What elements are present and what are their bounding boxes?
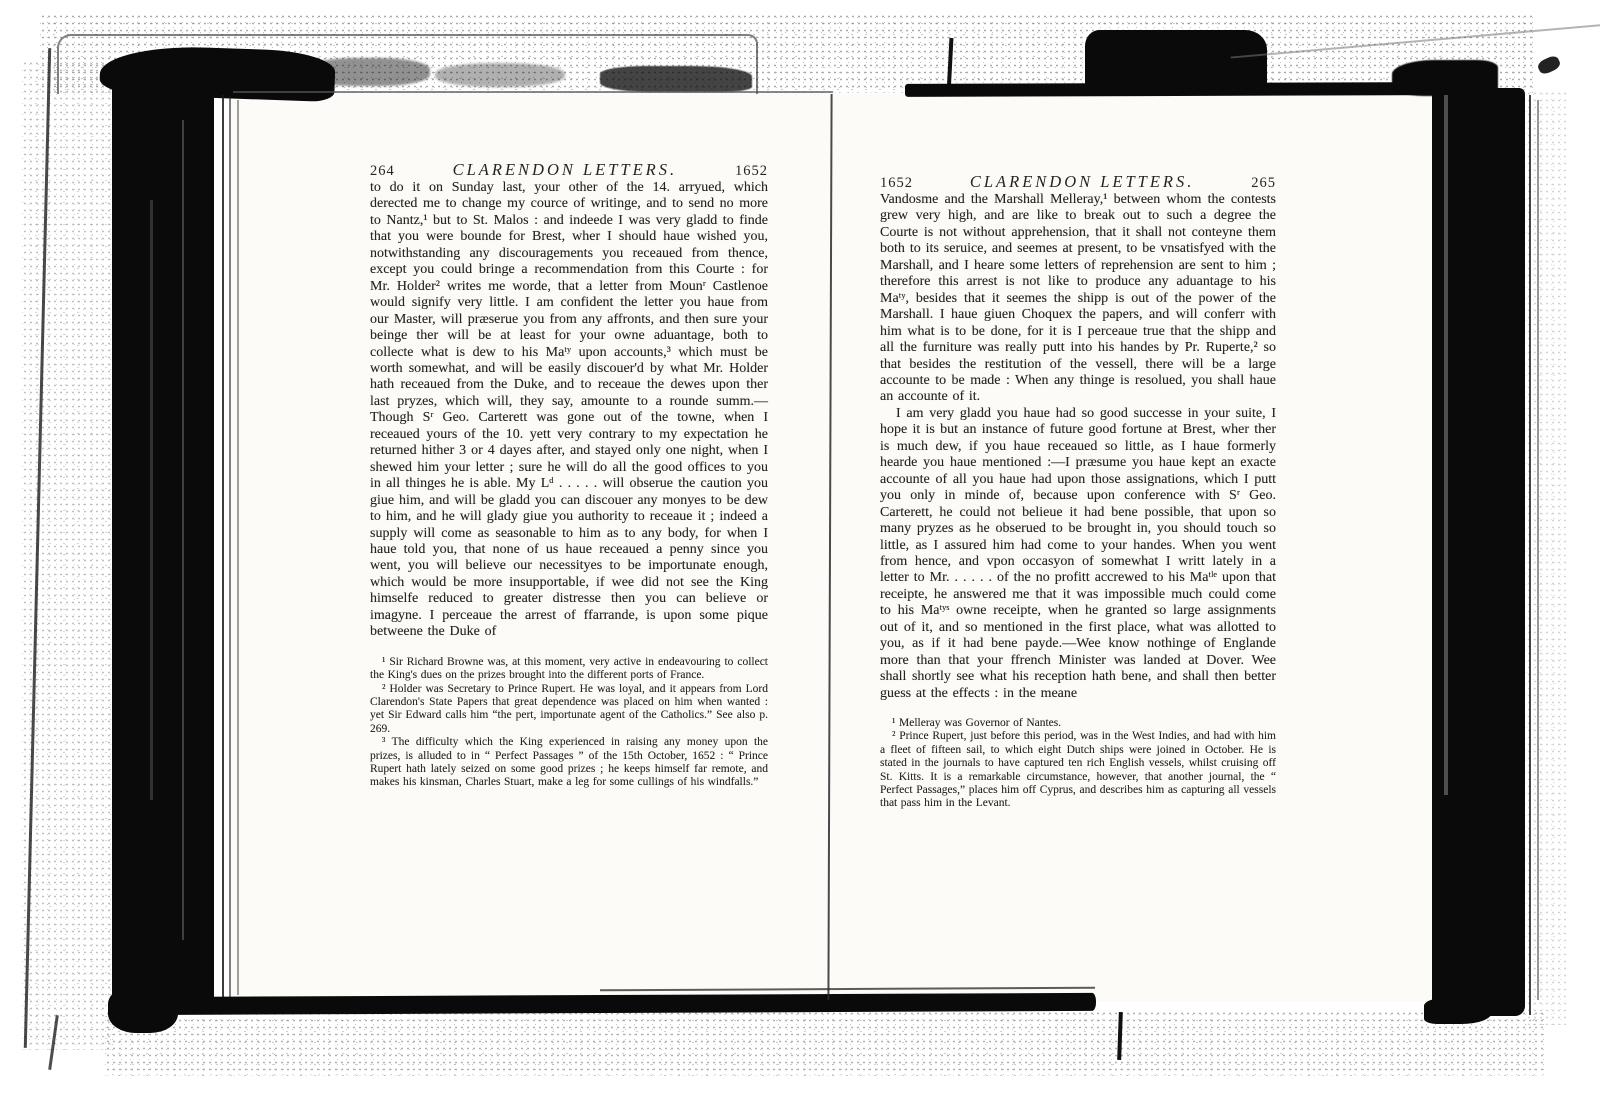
right-body-paragraph-2: I am very gladd you haue had so good successe in your suite, I hope it is but an instance of future good fortune at Brest, wher ther is much dew, if you haue receaued so little, as I haue formerly hearde you haue mentioned :—I præsume you haue kept an exacte accounte of all you haue had upon those assignations, which I putt you only in minde of, because upon conference with Sʳ Geo. Carterett, he could not belieue it had bene possible, that upon so many pryzes as he obserued to be brought in, you should touch so little, as I assured him had come to your handes. When you went from hence, and vpon occasyon of somewhat I writt lately in a letter to Mr. . . . . . of the no profitt accrewed to his Maᵗˡᵉ upon that receipte, he answered me that it was impossible much could come to his Maᵗʸˢ owne receipte, when he granted so large assignments out of it, and so mentioned in the first place, what was allotted to you, as if it had bene payde.—Wee know nothinge of Englande more than that your ffrench Minister was landed at Dover. Wee shall shortly see what his reception hath bene, and shall then better guess at the effects : in the meane: [880, 405, 1276, 701]
top-edge-small-mark: [1536, 54, 1562, 76]
top-mid-smudge-2: [435, 63, 565, 87]
bottom-left-corner-blob: [108, 985, 178, 1033]
right-margin-scan-noise: [1526, 90, 1566, 1025]
top-mid-smudge-1: [305, 58, 430, 86]
left-page-header: [370, 160, 768, 180]
left-inner-edge-line-2: [229, 96, 231, 998]
right-outer-edge-line-2: [1537, 100, 1539, 1000]
right-running-title: CLARENDON LETTERS.: [969, 172, 1195, 191]
left-body-paragraph: to do it on Sunday last, your other of the 14. arryued, which derected me to change my cource of writinge, and to send no more to Nantz,¹ but to St. Malos : and indeede I was very gladd to finde that you were bounde for Brest, wher I should haue wished you, notwithstanding any discouragements you receaued from thence, except you could bringe a recommendation from this Courte : for Mr. Holder² writes me worde, that a letter from Mounʳ Castlenoe would signify very little. I am confident the letter you haue from our Master, will præserue you from any affronts, and then sure your beinge ther will be at least for your owne aduantage, both to collecte what is dew to his Maᵗʸ upon accounts,³ which must be worth somewhat, and will be easily discouer'd by what Mr. Holder hath receaued from the Duke, and to receaue the dewes upon ther last pryzes, which will, they say, amounte to a rounde summ.—Though Sʳ Geo. Carterett was gone out of the towne, when I receaued yours of the 10. yett very contrary to my expectation he returned hither 3 or 4 dayes after, and stayed only one night, when I shewed him your letter ; sure he will do all the good offices to you in all thinges he is able. My Lᵈ . . . . . will obserue the caution you giue him, and will be gladd you can discouer any monyes to be dew to him, and he will glady giue you authority to receaue it ; indeed a supply will come as seasonable to him as to any body, for when I haue told you, that none of us haue receaued a penny since you went, you will believe our necessityes to be importunate enough, which would be more insupportable, if wee did not see the King himselfe reduced to greater distresse then you can believe or imagyne. I perceaue the arrest of ffarrande, is upon some pique betweene the Duke of: [370, 180, 768, 640]
left-inner-edge-line-3: [237, 100, 239, 995]
right-page-year: 1652: [880, 175, 913, 191]
footnote: ¹ Melleray was Governor of Nantes.: [892, 717, 1062, 730]
right-footnotes: [880, 717, 1276, 811]
left-page-year: 1652: [735, 163, 768, 179]
left-band-light-crack-1: [150, 200, 153, 800]
right-page: [880, 172, 1276, 811]
footnote: ² Holder was Secretary to Prince Rupert. He was loyal, and it appears from Lord Clarendon's State Papers that great dependence was placed on him when wanted : yet Sir Edward calls him “the pert, importunate agent of the Catholics.” See also p. 269.: [370, 682, 768, 735]
left-band-light-crack-2: [182, 120, 184, 940]
bottom-scan-noise-band: [105, 1010, 1545, 1076]
left-page-edge-black-band: [112, 82, 214, 1012]
left-page: [370, 160, 768, 790]
left-inner-edge-line-1: [222, 95, 224, 1000]
right-band-light-crack: [1444, 95, 1448, 795]
left-footnotes: [370, 656, 768, 790]
top-mid-smudge-3: [600, 66, 752, 92]
right-page-header: [880, 172, 1276, 192]
left-running-title: CLARENDON LETTERS.: [452, 160, 678, 179]
footnote: ¹ Sir Richard Browne was, at this moment, very active in endeavouring to collect the King's dues on the prizes brought into the different ports of France.: [370, 655, 768, 682]
right-outer-edge-line-1: [1529, 95, 1531, 1015]
right-page-number: 265: [1251, 175, 1276, 191]
right-body-paragraph-1: Vandosme and the Marshall Melleray,¹ between whom the contests grew very high, and are like to break out to such a degree the Courte is not without apprehension, that it shall not conteyne them both to its seruice, and seemes at present, to be vnsatisfyed with the Marshall, and I heare some letters of reprehension are sent to him ; therefore this arrest is not like to produce any aduantage to his Maᵗʸ, besides that it seemes the shipp is out of the power of the Marshall. I haue giuen Choquex the papers, and will conferr with him what is to be done, for it is I perceaue true that the shipp and all the furniture was really putt into his handes by Pr. Ruperte,² so that besides the restitution of the vessell, there will be a large accounte to be made : When any thinge is resolued, you shall haue an accounte of it.: [880, 192, 1276, 405]
footnote: ³ The difficulty which the King experienced in raising any money upon the prizes, is alluded to in “ Perfect Passages ” of the 15th October, 1652 : “ Prince Rupert hath lately seized on some good prizes ; he keeps himself far remote, and makes his kinsman, Charles Stuart, make a leg for some cullings of his windfalls.”: [370, 736, 768, 789]
left-page-number: 264: [370, 163, 395, 179]
footnote: ² Prince Rupert, just before this period, was in the West Indies, and had with him a fleet of fifteen sail, to which eight Dutch ships were joined in October. He is stated in the journals to have captured ten rich English vessels, whilst cruising off St. Kitts. It is a remarkable circumstance, however, that another journal, the “ Perfect Passages,” places him off Cyprus, and describes him as capturing all vessels that pass him in the Levant.: [880, 730, 1276, 810]
top-right-horizontal-bar: [905, 82, 1427, 97]
page-top-edge-line: [233, 91, 833, 93]
bottom-right-band-blob: [1424, 998, 1492, 1024]
